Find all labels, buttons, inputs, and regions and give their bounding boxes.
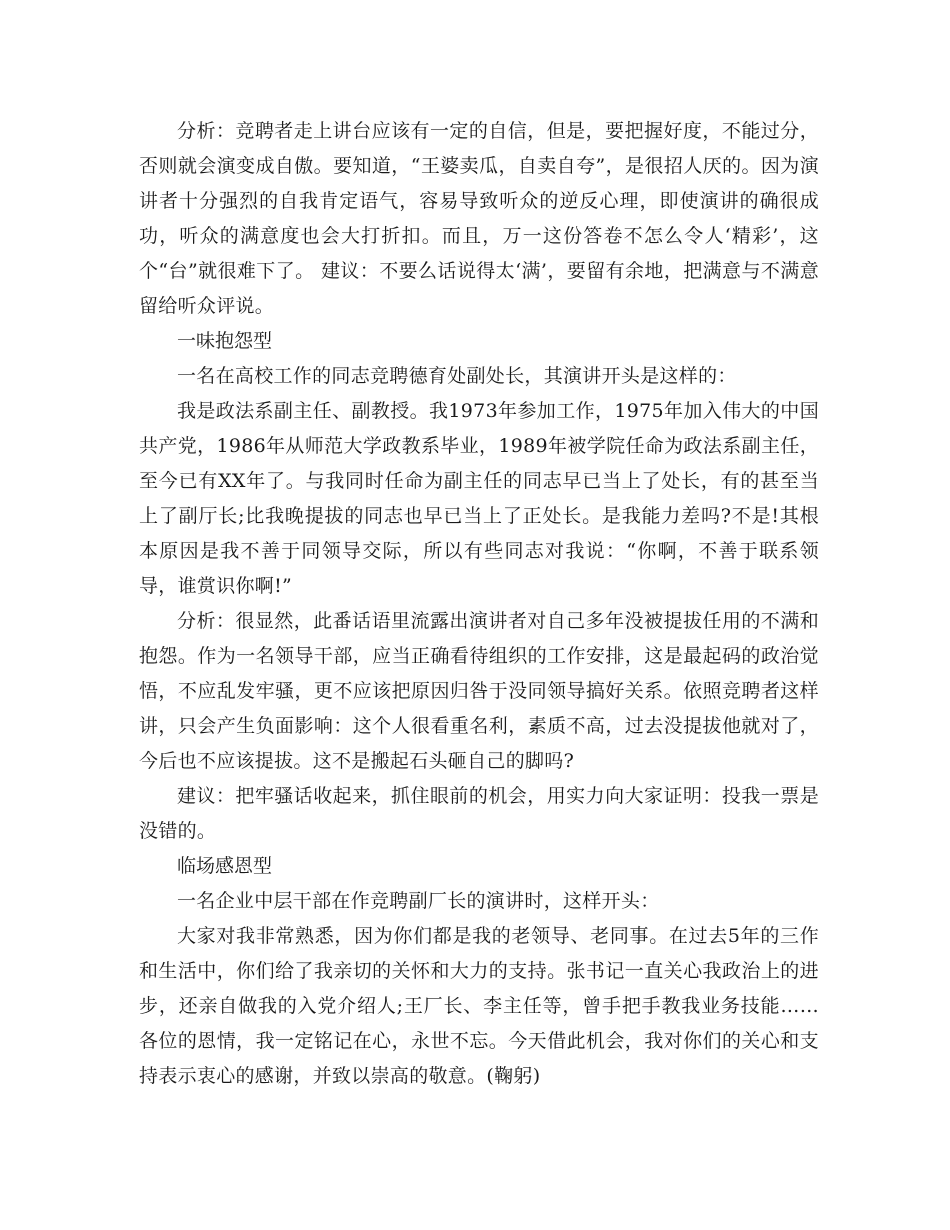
paragraph-intro-2: 一名企业中层干部在作竞聘副厂长的演讲时，这样开头： [177,890,660,912]
section-heading-gratitude: 临场感恩型 [177,855,273,877]
paragraph-analysis-1: 分析：竞聘者走上讲台应该有一定的自信，但是，要把握好度，不能过分，否则就会演变成自傲。要知道，“王婆卖瓜，自卖自夸”，是很招人厌的。因为演讲者十分强烈的自我肯定语气，容易导致听众的逆反心理，即使演讲的确很成功，听众的满意度也会大打折扣。而且，万一这份答卷不怎么令人‘精彩’，这个“台”就很难下了。 建议：不要么话说得太‘满’，要留有余地，把满意与不满意留给听众评说。 [139,120,819,317]
paragraph-intro-1: 一名在高校工作的同志竞聘德育处副处长，其演讲开头是这样的： [177,365,737,387]
paragraph-example-1: 我是政法系副主任、副教授。我1973年参加工作，1975年加入伟大的中国共产党，1986年从师范大学政教系毕业，1989年被学院任命为政法系副主任，至今已有XX年了。与我同时任命为副主任的同志早已当上了处长，有的甚至当上了副厅长;比我晚提拔的同志也早已当上了正处长。是我能力差吗?不是!其根本原因是我不善于同领导交际，所以有些同志对我说：“你啊，不善于联系领导，谁赏识你啊!” [139,400,819,597]
section-heading-complaining: 一味抱怨型 [177,330,273,352]
paragraph-analysis-2: 分析：很显然，此番话语里流露出演讲者对自己多年没被提拔任用的不满和抱怨。作为一名领导干部，应当正确看待组织的工作安排，这是最起码的政治觉悟，不应乱发牢骚，更不应该把原因归咎于没同领导搞好关系。依照竞聘者这样讲，只会产生负面影响：这个人很看重名利，素质不高，过去没提拔他就对了，今后也不应该提拔。这不是搬起石头砸自己的脚吗? [139,610,819,772]
paragraph-suggestion-2: 建议：把牢骚话收起来，抓住眼前的机会，用实力向大家证明：投我一票是没错的。 [139,785,819,842]
document-body [139,114,819,1094]
paragraph-example-2: 大家对我非常熟悉，因为你们都是我的老领导、老同事。在过去5年的三作和生活中，你们给了我亲切的关怀和大力的支持。张书记一直关心我政治上的进步，还亲自做我的入党介绍人;王厂长、李主任等，曾手把手教我业务技能……各位的恩情，我一定铭记在心，永世不忘。今天借此机会，我对你们的关心和支持表示衷心的感谢，并致以崇高的敬意。(鞠躬) [139,925,819,1087]
